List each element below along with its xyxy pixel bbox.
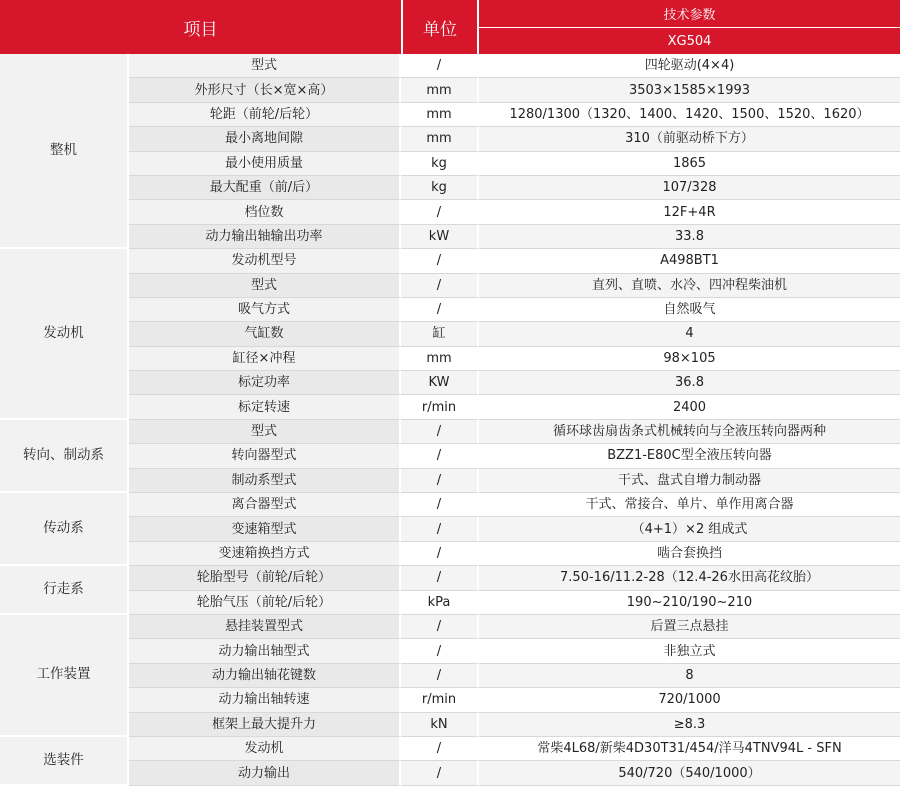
unit-cell: / bbox=[401, 420, 479, 444]
table-row bbox=[0, 469, 900, 493]
unit-cell: / bbox=[401, 639, 479, 663]
unit-cell: kPa bbox=[401, 591, 479, 615]
table-row bbox=[0, 664, 900, 688]
item-name: 悬挂装置型式 bbox=[129, 615, 401, 639]
table-row bbox=[0, 737, 900, 761]
item-name: 最小使用质量 bbox=[129, 152, 401, 176]
category-label: 传动系 bbox=[0, 493, 129, 566]
header-model: XG504 bbox=[479, 28, 900, 54]
unit-cell: / bbox=[401, 664, 479, 688]
value-cell: 36.8 bbox=[479, 371, 900, 395]
value-cell: 720/1000 bbox=[479, 688, 900, 712]
value-cell: 7.50-16/11.2-28（12.4-26水田高花纹胎） bbox=[479, 566, 900, 590]
item-name: 型式 bbox=[129, 54, 401, 78]
item-name: 外形尺寸（长×宽×高） bbox=[129, 78, 401, 102]
value-cell: 12F+4R bbox=[479, 200, 900, 224]
value-cell: 循环球齿扇齿条式机械转向与全液压转向器两种 bbox=[479, 420, 900, 444]
item-name: 框架上最大提升力 bbox=[129, 713, 401, 737]
item-name: 标定功率 bbox=[129, 371, 401, 395]
unit-cell: 缸 bbox=[401, 322, 479, 346]
table-row bbox=[0, 347, 900, 371]
unit-cell: kg bbox=[401, 176, 479, 200]
value-cell: 4 bbox=[479, 322, 900, 346]
unit-cell: / bbox=[401, 737, 479, 761]
value-cell: 1865 bbox=[479, 152, 900, 176]
item-name: 轮胎型号（前轮/后轮） bbox=[129, 566, 401, 590]
item-name: 最小离地间隙 bbox=[129, 127, 401, 151]
category-label: 整机 bbox=[0, 54, 129, 249]
header-tech: 技术参数 bbox=[479, 0, 900, 28]
item-name: 动力输出轴型式 bbox=[129, 639, 401, 663]
table-row bbox=[0, 395, 900, 419]
unit-cell: kW bbox=[401, 225, 479, 249]
table-row bbox=[0, 54, 900, 78]
table-row bbox=[0, 78, 900, 102]
value-cell: 540/720（540/1000） bbox=[479, 761, 900, 785]
value-cell: ≥8.3 bbox=[479, 713, 900, 737]
item-name: 最大配重（前/后） bbox=[129, 176, 401, 200]
header-unit: 单位 bbox=[401, 0, 479, 54]
unit-cell: r/min bbox=[401, 395, 479, 419]
table-row bbox=[0, 152, 900, 176]
unit-cell: r/min bbox=[401, 688, 479, 712]
table-row bbox=[0, 761, 900, 785]
item-name: 缸径×冲程 bbox=[129, 347, 401, 371]
category-label: 选装件 bbox=[0, 737, 129, 786]
unit-cell: / bbox=[401, 54, 479, 78]
item-name: 转向器型式 bbox=[129, 444, 401, 468]
value-cell: 直列、直喷、水冷、四冲程柴油机 bbox=[479, 274, 900, 298]
unit-cell: mm bbox=[401, 78, 479, 102]
value-cell: 非独立式 bbox=[479, 639, 900, 663]
category-label: 发动机 bbox=[0, 249, 129, 420]
item-name: 标定转速 bbox=[129, 395, 401, 419]
unit-cell: / bbox=[401, 298, 479, 322]
unit-cell: / bbox=[401, 615, 479, 639]
table-row bbox=[0, 591, 900, 615]
value-cell: 8 bbox=[479, 664, 900, 688]
item-name: 动力输出 bbox=[129, 761, 401, 785]
item-name: 档位数 bbox=[129, 200, 401, 224]
unit-cell: / bbox=[401, 200, 479, 224]
table-row bbox=[0, 713, 900, 737]
table-row bbox=[0, 176, 900, 200]
table-row bbox=[0, 517, 900, 541]
table-row bbox=[0, 493, 900, 517]
table-row bbox=[0, 200, 900, 224]
table-row bbox=[0, 444, 900, 468]
table-row bbox=[0, 249, 900, 273]
value-cell: 3503×1585×1993 bbox=[479, 78, 900, 102]
item-name: 离合器型式 bbox=[129, 493, 401, 517]
unit-cell: / bbox=[401, 249, 479, 273]
value-cell: 干式、盘式自增力制动器 bbox=[479, 469, 900, 493]
unit-cell: / bbox=[401, 493, 479, 517]
item-name: 动力输出轴转速 bbox=[129, 688, 401, 712]
value-cell: 常柴4L68/新柴4D30T31/454/洋马4TNV94L - SFN bbox=[479, 737, 900, 761]
header-item: 项目 bbox=[0, 0, 401, 54]
table-row bbox=[0, 103, 900, 127]
unit-cell: / bbox=[401, 566, 479, 590]
table-row bbox=[0, 566, 900, 590]
value-cell: 四轮驱动(4×4) bbox=[479, 54, 900, 78]
item-name: 变速箱换挡方式 bbox=[129, 542, 401, 566]
item-name: 型式 bbox=[129, 274, 401, 298]
value-cell: 自然吸气 bbox=[479, 298, 900, 322]
table-row bbox=[0, 371, 900, 395]
unit-cell: kg bbox=[401, 152, 479, 176]
value-cell: （4+1）×2 组成式 bbox=[479, 517, 900, 541]
category-label: 行走系 bbox=[0, 566, 129, 615]
table-row bbox=[0, 542, 900, 566]
value-cell: 啮合套换挡 bbox=[479, 542, 900, 566]
item-name: 动力输出轴花键数 bbox=[129, 664, 401, 688]
spec-body bbox=[0, 54, 900, 786]
table-row bbox=[0, 274, 900, 298]
table-row bbox=[0, 225, 900, 249]
unit-cell: / bbox=[401, 444, 479, 468]
unit-cell: / bbox=[401, 517, 479, 541]
unit-cell: mm bbox=[401, 347, 479, 371]
value-cell: 310（前驱动桥下方） bbox=[479, 127, 900, 151]
item-name: 轮距（前轮/后轮） bbox=[129, 103, 401, 127]
unit-cell: / bbox=[401, 274, 479, 298]
unit-cell: / bbox=[401, 469, 479, 493]
unit-cell: mm bbox=[401, 127, 479, 151]
unit-cell: / bbox=[401, 761, 479, 785]
item-name: 变速箱型式 bbox=[129, 517, 401, 541]
value-cell: 2400 bbox=[479, 395, 900, 419]
table-row bbox=[0, 639, 900, 663]
value-cell: 后置三点悬挂 bbox=[479, 615, 900, 639]
unit-cell: KW bbox=[401, 371, 479, 395]
unit-cell: mm bbox=[401, 103, 479, 127]
unit-cell: / bbox=[401, 542, 479, 566]
table-row bbox=[0, 420, 900, 444]
unit-cell: kN bbox=[401, 713, 479, 737]
value-cell: A498BT1 bbox=[479, 249, 900, 273]
table-row bbox=[0, 688, 900, 712]
value-cell: 98×105 bbox=[479, 347, 900, 371]
category-label: 工作装置 bbox=[0, 615, 129, 737]
category-label: 转向、制动系 bbox=[0, 420, 129, 493]
value-cell: 190~210/190~210 bbox=[479, 591, 900, 615]
value-cell: BZZ1-E80C型全液压转向器 bbox=[479, 444, 900, 468]
value-cell: 33.8 bbox=[479, 225, 900, 249]
table-row bbox=[0, 615, 900, 639]
item-name: 动力输出轴输出功率 bbox=[129, 225, 401, 249]
item-name: 型式 bbox=[129, 420, 401, 444]
value-cell: 107/328 bbox=[479, 176, 900, 200]
table-row bbox=[0, 322, 900, 346]
item-name: 制动系型式 bbox=[129, 469, 401, 493]
value-cell: 1280/1300（1320、1400、1420、1500、1520、1620） bbox=[479, 103, 900, 127]
table-row bbox=[0, 127, 900, 151]
item-name: 轮胎气压（前轮/后轮） bbox=[129, 591, 401, 615]
value-cell: 干式、常接合、单片、单作用离合器 bbox=[479, 493, 900, 517]
table-row bbox=[0, 298, 900, 322]
item-name: 发动机 bbox=[129, 737, 401, 761]
item-name: 吸气方式 bbox=[129, 298, 401, 322]
item-name: 气缸数 bbox=[129, 322, 401, 346]
item-name: 发动机型号 bbox=[129, 249, 401, 273]
